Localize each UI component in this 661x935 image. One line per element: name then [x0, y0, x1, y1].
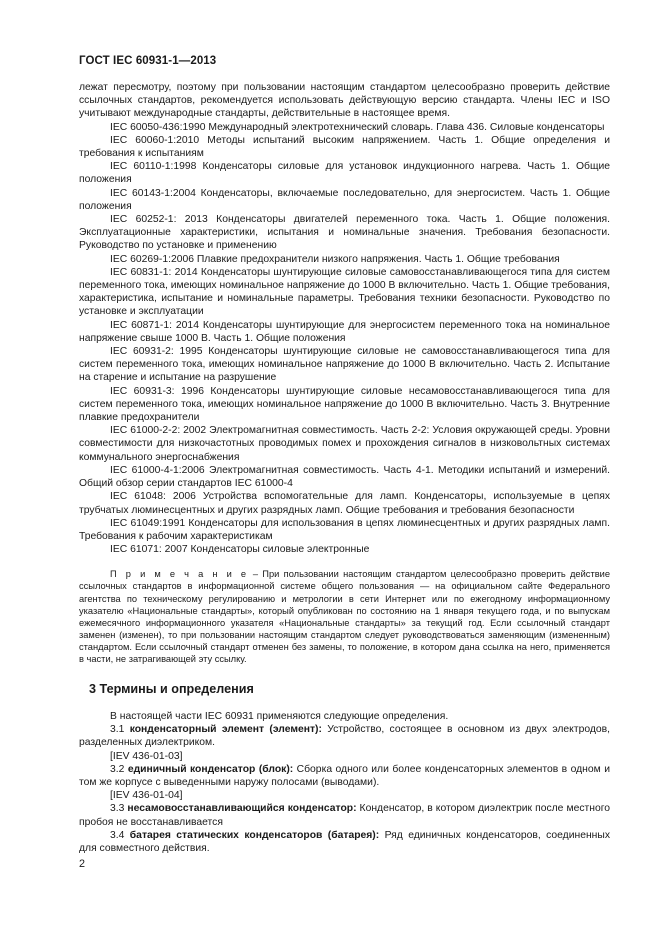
note-block — [79, 568, 610, 665]
intro-continuation: лежат пересмотру, поэтому при пользовании настоящим стандартом целесообразно проверить действие ссылочных стандартов, рекомендуется использовать действующую версию стандарта. Члены IEC и ISO учитывают международные стандарты, действительные в настоящее время. — [79, 82, 610, 120]
reference-item: IEC 61000-4-1:2006 Электромагнитная совместимость. Часть 4-1. Методики испытаний и измерений. Общий обзор серии стандартов IEC 61000-4 — [79, 464, 610, 490]
term-name: батарея статических конденсаторов (батарея): — [129, 829, 380, 841]
reference-item: IEC 61048: 2006 Устройства вспомогательные для ламп. Конденсаторы, используемые в цепях трубчатых люминесцентных и других разрядных ламп. Общие требования и требования безопасности — [79, 491, 610, 516]
term-number: 3.4 — [110, 829, 130, 841]
reference-item: IEC 60931-2: 1995 Конденсаторы шунтирующие силовые не самовосстанавливающегося типа для систем переменного тока, имеющих номинальное напряжение до 1000 В включительно. Часть 2. Испытание на старение и испытание на разрушение — [79, 346, 610, 384]
page-header: ГОСТ IEC 60931-1—2013 — [79, 55, 217, 67]
reference-item: IEC 60050-436:1990 Международный электротехнический словарь. Глава 436. Силовые конденсаторы — [110, 121, 605, 133]
term-definition: Сборка одного или более конденсаторных элементов в одном и том же корпусе с выведенными наружу полосами (выводами). — [79, 763, 610, 789]
term-number: 3.3 — [110, 803, 128, 815]
term-definition: Конденсатор, в котором диэлектрик после местного пробоя не восстанавливается — [79, 803, 610, 828]
note-text: – При пользовании настоящим стандартом целесообразно проверить действие ссылочных стандартов в информационной системе общего пользования — на официальном сайте Федерального агентства по техническому регулированию и метрологии в сети Интернет или по ежегодному информационному указателю «Национальные стандарты», который опубликован по состоянию на 1 января текущего года, и по выпускам ежемесячного информационного указателя «Национальные стандарты» за текущий год. Если ссылочный стандарт заменен (изменен), то при пользовании настоящим стандартом следует руководствоваться заменяющим (измененным) стандартом. Если ссылочный стандарт отменен без замены, то положение, в котором дана ссылка на него, применяется в части, не затрагивающей эту ссылку. — [79, 569, 610, 664]
reference-item: IEC 60831-1: 2014 Конденсаторы шунтирующие силовые самовосстанавливающегося типа для систем переменного тока, имеющих номинальное напряжение до 1000 В включительно. Часть 1. Общие требования, характеристика, испытание и номинальные параметры. Требования техники безопасности. Руководство по установке и эксплуатации — [79, 266, 610, 318]
reference-item: IEC 60269-1:2006 Плавкие предохранители низкого напряжения. Часть 1. Общие требования — [110, 253, 560, 265]
term-number: 3.1 — [110, 724, 130, 736]
definition-3-3 — [79, 802, 610, 828]
reference-item: IEC 61071: 2007 Конденсаторы силовые электронные — [110, 544, 370, 556]
term-reference: [IEV 436-01-03] — [110, 750, 183, 762]
reference-item: IEC 61000-2-2: 2002 Электромагнитная совместимость. Часть 2-2: Условия окружающей среды. Уровни совместимости для низкочастотных проводимых помех и прохождения сигналов в низковольтных системах коммунального энергоснабжения — [79, 425, 610, 463]
reference-item: IEC 60871-1: 2014 Конденсаторы шунтирующие для энергосистем переменного тока на номинальное напряжение свыше 1000 В. Часть 1. Общие положения — [79, 319, 610, 344]
section-3-intro: В настоящей части IEC 60931 применяются следующие определения. — [110, 711, 449, 723]
section-3-title: 3 Термины и определения — [89, 682, 254, 697]
term-definition: Ряд единичных конденсаторов, соединенных для совместного действия. — [79, 829, 610, 855]
term-name: единичный конденсатор (блок): — [127, 763, 294, 775]
reference-item: IEC 60110-1:1998 Конденсаторы силовые для установок индукционного нагрева. Часть 1. Общие положения — [79, 161, 610, 186]
reference-item: IEC 60931-3: 1996 Конденсаторы шунтирующие силовые несамовосстанавливающегося типа для систем переменного тока, имеющих номинальное напряжение до 1000 В включительно. Часть 3. Внутренние плавкие предохранители — [79, 385, 610, 424]
definition-3-2 — [79, 763, 610, 789]
page-body — [79, 81, 610, 855]
reference-item: IEC 60060-1:2010 Методы испытаний высоким напряжением. Часть 1. Общие определения и требования к испытаниям — [79, 134, 610, 160]
reference-list — [79, 121, 610, 557]
term-number: 3.2 — [110, 763, 128, 775]
term-definition: Устройство, состоящее в основном из двух электродов, разделенных диэлектриком. — [79, 724, 610, 749]
term-name: несамовосстанавливающийся конденсатор: — [127, 803, 357, 815]
reference-item: IEC 60252-1: 2013 Конденсаторы двигателей переменного тока. Часть 1. Общие положения. Эксплуатационные характеристики, испытания и номинальные значения. Требования безопасности. Руководство по установке и применению — [79, 214, 610, 252]
reference-item: IEC 61049:1991 Конденсаторы для использования в цепях люминесцентных и других разрядных ламп. Требования к рабочим характеристикам — [79, 517, 610, 542]
term-reference: [IEV 436-01-04] — [110, 790, 183, 802]
definition-3-4 — [79, 829, 610, 855]
reference-item: IEC 60143-1:2004 Конденсаторы, включаемые последовательно, для энергосистем. Часть 1. Общие положения — [79, 187, 610, 212]
definition-3-1 — [79, 723, 610, 749]
page-number: 2 — [79, 858, 86, 870]
term-name: конденсаторный элемент (элемент): — [129, 724, 322, 736]
note-label: П р и м е ч а н и е — [110, 569, 249, 580]
